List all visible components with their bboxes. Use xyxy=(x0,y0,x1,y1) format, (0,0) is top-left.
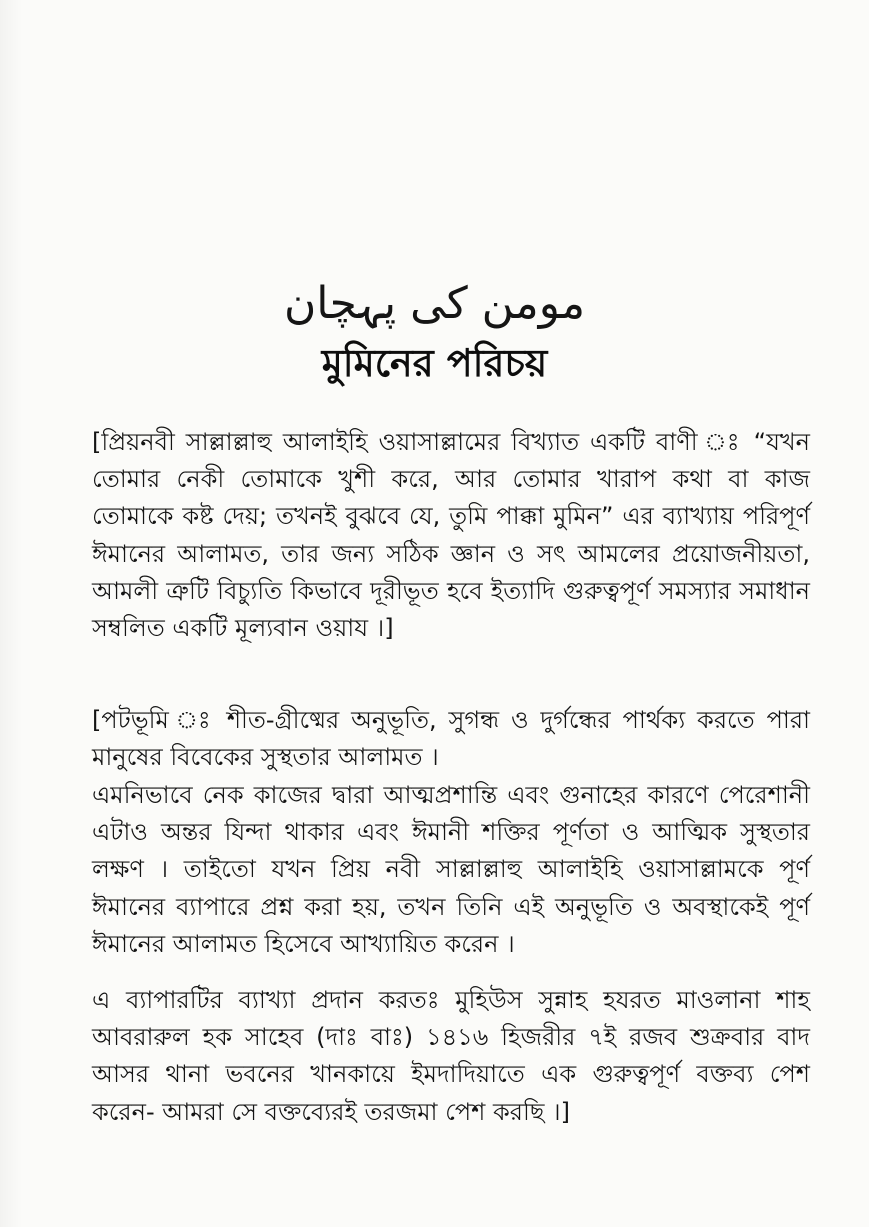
urdu-title: مومن کی پہچان xyxy=(283,278,586,329)
body-paragraph-2: এ ব্যাপারটির ব্যাখ্যা প্রদান করতঃ মুহিউস সুন্নাহ হযরত মাওলানা শাহ আবরারুল হক সাহেব (দাঃ বাঃ) ১৪১৬ হিজরীর ৭ই রজব শুক্রবার বাদ আসর থানা ভবনের খানকায়ে ইমদাদিয়াতে এক গুরুত্বপূর্ণ বক্তব্য পেশ করেন- আমরা সে বক্তব্যেরই তরজমা পেশ করছি ।] xyxy=(92,986,810,1126)
intro-paragraph: [প্রিয়নবী সাল্লাল্লাহু আলাইহি ওয়াসাল্লামের বিখ্যাত একটি বাণী ঃ “যখন তোমার নেকী তোমাকে খুশী করে, আর তোমার খারাপ কথা বা কাজ তোমাকে কষ্ট দেয়; তখনই বুঝবে যে, তুমি পাক্কা মুমিন” এর ব্যাখ্যায় পরিপূর্ণ ঈমানের আলামত, তার জন্য সঠিক জ্ঞান ও সৎ আমলের প্রয়োজনীয়তা, আমলী ত্রুটি বিচ্যুতি কিভাবে দূরীভূত হবে ইত্যাদি গুরুত্বপূর্ণ সমস্যার সমাধান সম্বলিত একটি মূল্যবান ওয়ায ।] xyxy=(92,428,810,643)
body-paragraph-1: এমনিভাবে নেক কাজের দ্বারা আত্মপ্রশান্তি এবং গুনাহের কারণে পেরেশানী এটাও অন্তর যিন্দা থাকার এবং ঈমানী শক্তির পূর্ণতা ও আত্মিক সুস্থতার লক্ষণ । তাইতো যখন প্রিয় নবী সাল্লাল্লাহু আলাইহি ওয়াসাল্লামকে পূর্ণ ঈমানের ব্যাপারে প্রশ্ন করা হয়, তখন তিনি এই অনুভূতি ও অবস্থাকেই পূর্ণ ঈমানের আলামত হিসেবে আখ্যায়িত করেন । xyxy=(92,781,810,958)
background-paragraph: [পটভূমি ঃ শীত-গ্রীষ্মের অনুভূতি, সুগন্ধ ও দুর্গন্ধের পার্থক্য করতে পারা মানুষের বিবেকের সুস্থতার আলামত । xyxy=(92,706,810,772)
page-title: মুমিনের পরিচয় xyxy=(321,341,548,385)
